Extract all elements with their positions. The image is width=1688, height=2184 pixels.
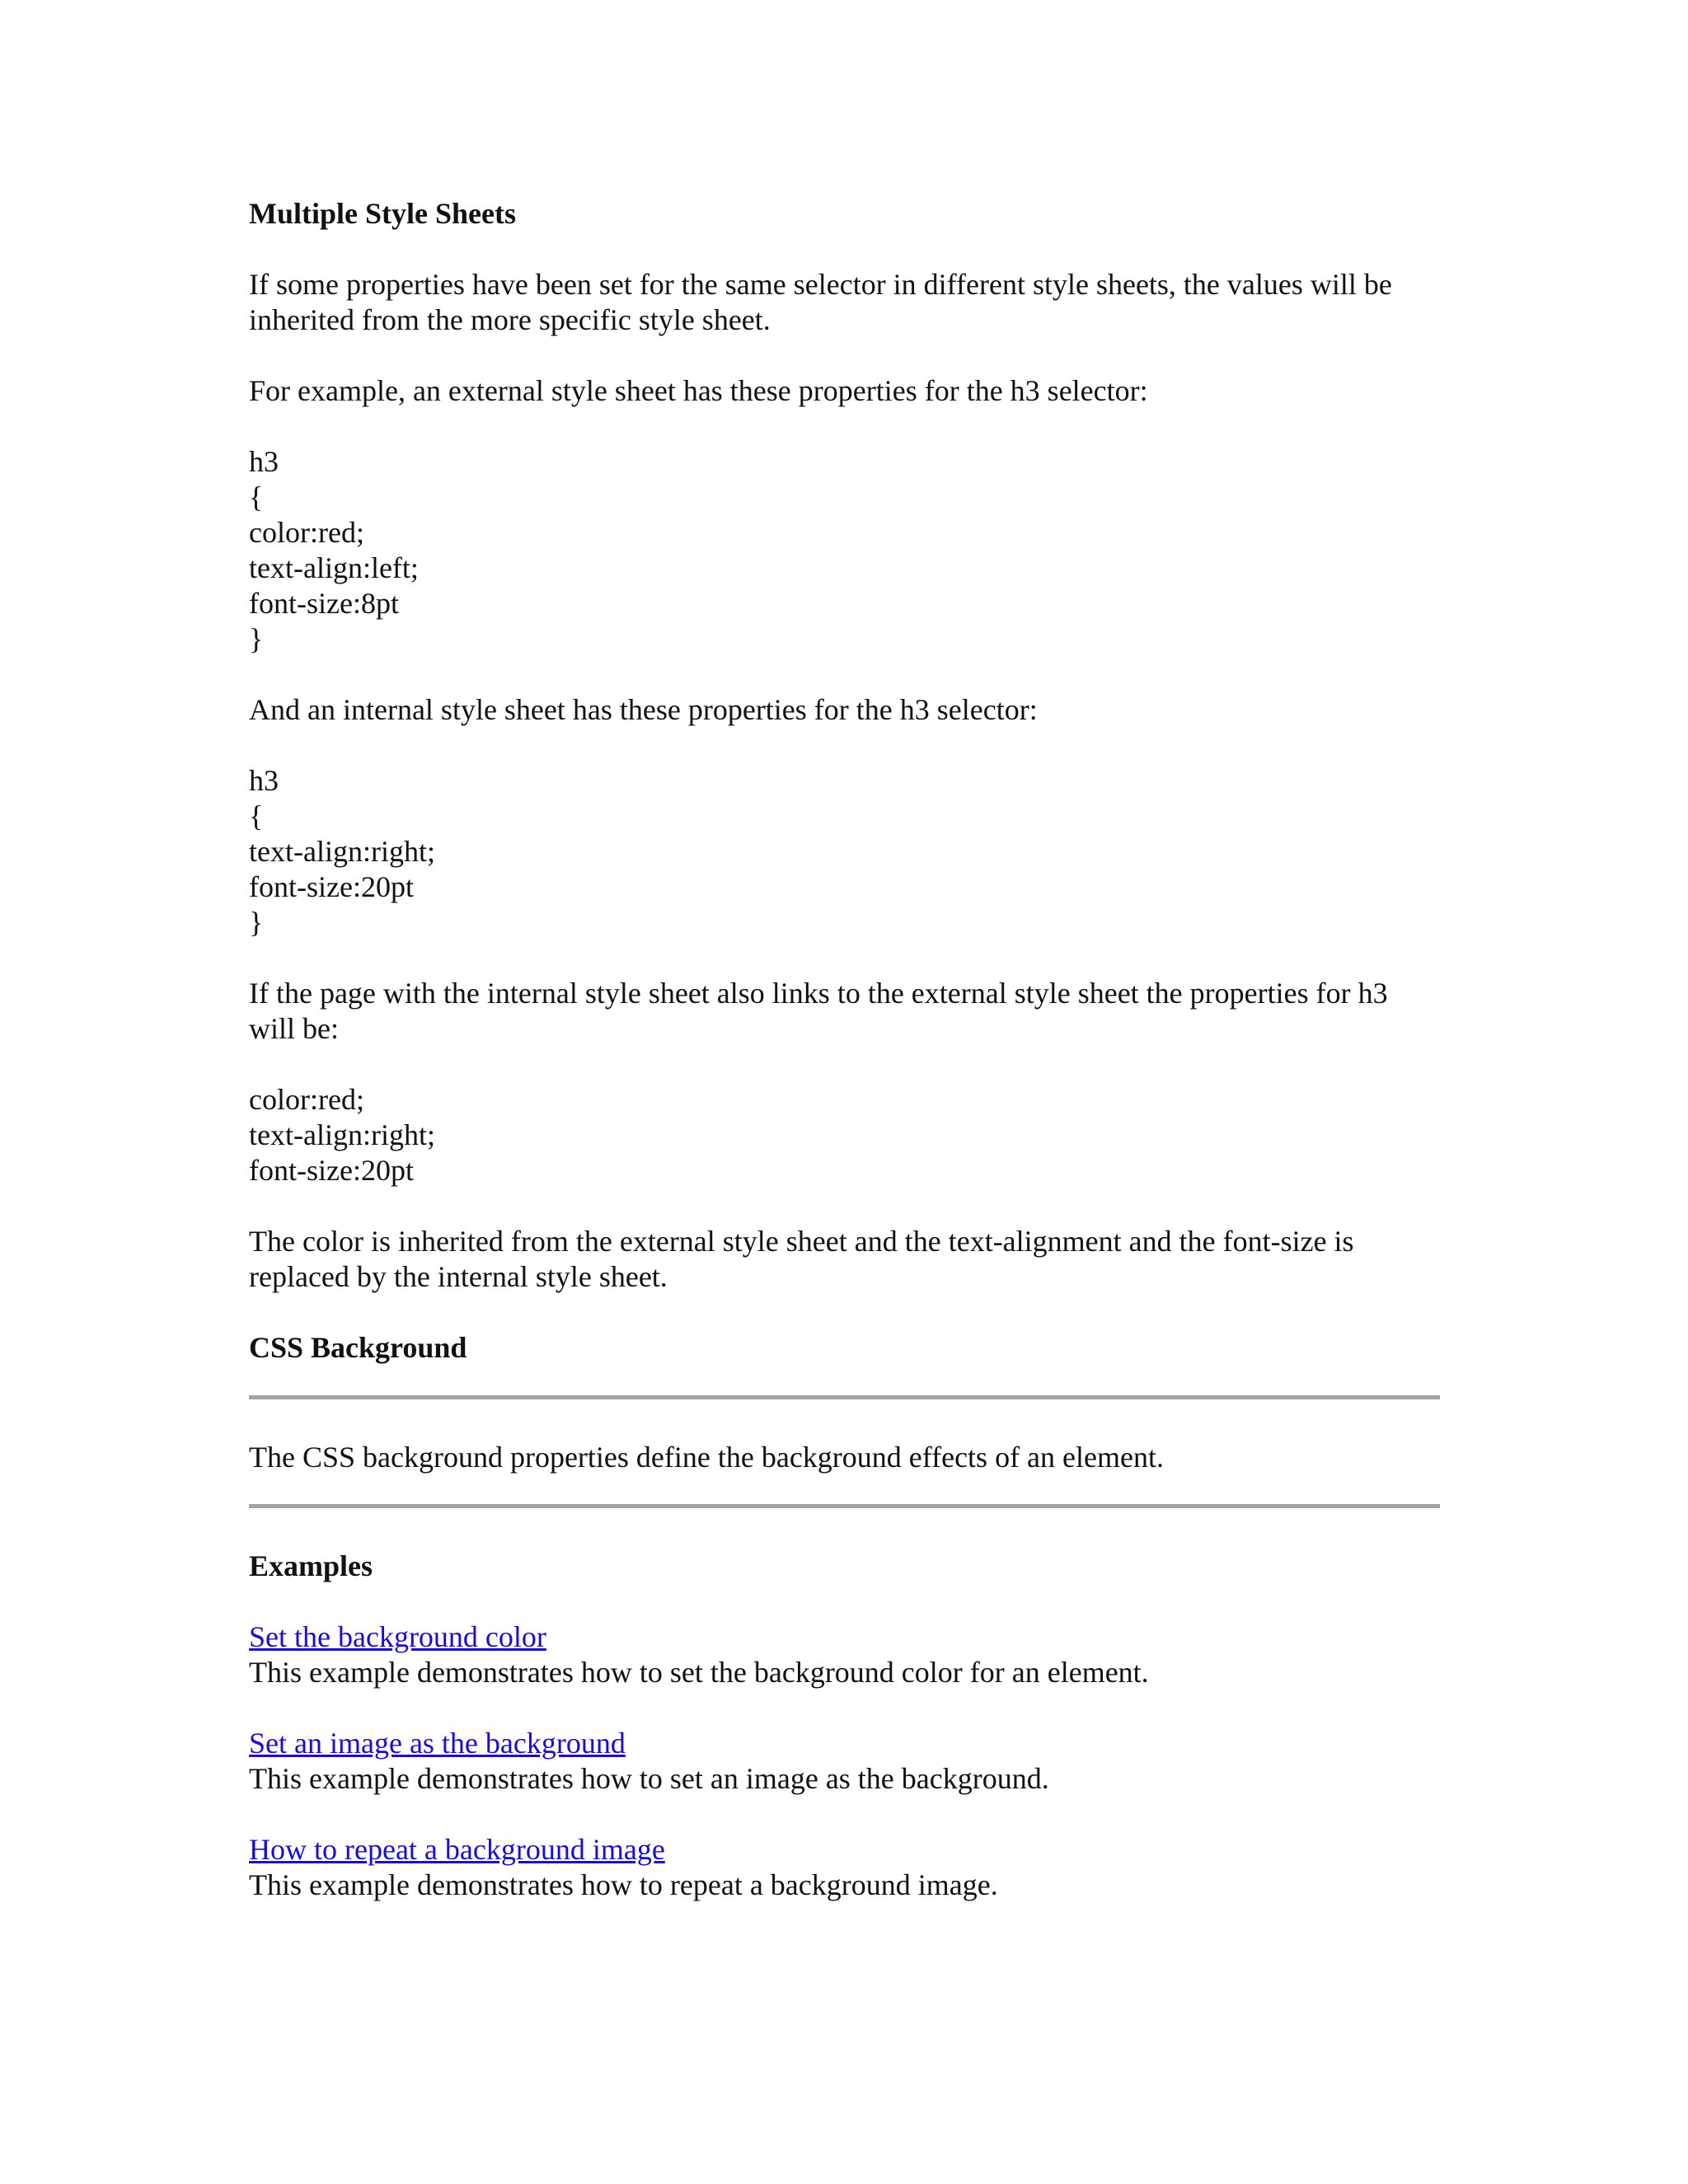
code-line: { xyxy=(249,480,264,513)
code-line: font-size:8pt xyxy=(249,587,399,620)
spacer xyxy=(249,338,1440,373)
paragraph-line: will be: xyxy=(249,1012,339,1045)
section-heading-css-background: CSS Background xyxy=(249,1331,467,1364)
code-line: } xyxy=(249,906,264,939)
spacer xyxy=(249,1047,1440,1082)
example-item xyxy=(249,1619,1440,1690)
code-line: font-size:20pt xyxy=(249,1154,414,1187)
paragraph-line: If the page with the internal style sheet also links to the external style sheet the properties for h3 xyxy=(249,977,1388,1010)
spacer xyxy=(249,940,1440,976)
example-item xyxy=(249,1726,1440,1797)
code-line: font-size:20pt xyxy=(249,870,414,903)
paragraph-line: For example, an external style sheet has these properties for the h3 selector: xyxy=(249,374,1148,407)
example-item xyxy=(249,1832,1440,1903)
code-line: text-align:right; xyxy=(249,835,435,868)
spacer xyxy=(249,1584,1440,1619)
code-line: { xyxy=(249,799,264,832)
spacer xyxy=(249,1399,1440,1440)
spacer xyxy=(249,657,1440,692)
paragraph-line: replaced by the internal style sheet. xyxy=(249,1260,668,1293)
spacer xyxy=(249,1366,1440,1395)
code-block-internal xyxy=(249,763,1440,940)
spacer xyxy=(249,1188,1440,1224)
spacer xyxy=(249,1475,1440,1504)
paragraph-line: The CSS background properties define the background effects of an element. xyxy=(249,1441,1164,1474)
example-description: This example demonstrates how to set the background color for an element. xyxy=(249,1656,1149,1689)
code-block-result xyxy=(249,1082,1440,1188)
example-description: This example demonstrates how to set an image as the background. xyxy=(249,1762,1049,1795)
code-line: h3 xyxy=(249,764,279,797)
spacer xyxy=(249,1690,1440,1726)
example-description: This example demonstrates how to repeat a background image. xyxy=(249,1868,998,1901)
paragraph-line: The color is inherited from the external style sheet and the text-alignment and the font-size is xyxy=(249,1225,1354,1258)
spacer xyxy=(249,1797,1440,1832)
section-heading-examples: Examples xyxy=(249,1549,373,1582)
code-line: h3 xyxy=(249,445,279,478)
code-line: color:red; xyxy=(249,516,364,549)
document-page xyxy=(249,196,1440,1903)
example-link-repeat-background[interactable]: How to repeat a background image xyxy=(249,1833,665,1866)
spacer xyxy=(249,232,1440,267)
code-line: text-align:left; xyxy=(249,551,419,584)
paragraph-line: If some properties have been set for the same selector in different style sheets, the values will be xyxy=(249,268,1392,301)
code-line: } xyxy=(249,622,264,655)
example-link-image-background[interactable]: Set an image as the background xyxy=(249,1727,626,1760)
spacer xyxy=(249,1508,1440,1549)
section-heading-multiple-style-sheets: Multiple Style Sheets xyxy=(249,197,516,230)
spacer xyxy=(249,1295,1440,1330)
code-block-external xyxy=(249,444,1440,657)
paragraph-line: And an internal style sheet has these properties for the h3 selector: xyxy=(249,693,1038,726)
example-link-background-color[interactable]: Set the background color xyxy=(249,1620,546,1653)
code-line: text-align:right; xyxy=(249,1118,435,1151)
spacer xyxy=(249,728,1440,763)
spacer xyxy=(249,409,1440,444)
paragraph-line: inherited from the more specific style sheet. xyxy=(249,303,771,336)
code-line: color:red; xyxy=(249,1083,364,1116)
